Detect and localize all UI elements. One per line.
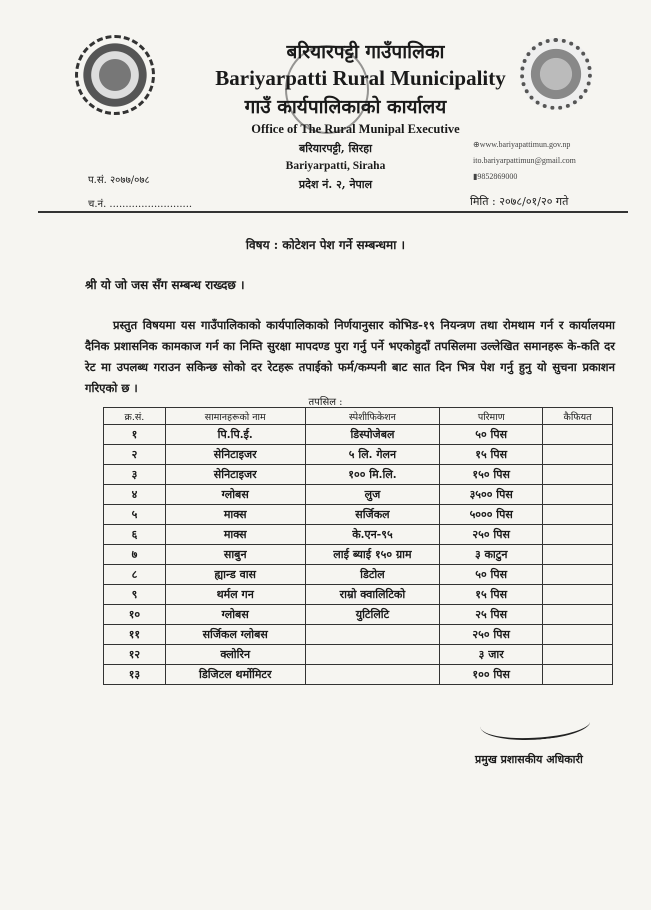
email: ito.bariyarpattimun@gmail.com <box>473 156 576 165</box>
table-row <box>104 605 613 625</box>
header-address-en: Bariyarpatti, Siraha <box>285 160 386 172</box>
table-row <box>104 665 613 685</box>
table-cell: के.एन-९५ <box>305 525 440 545</box>
handwritten-signature <box>479 702 592 745</box>
table-cell: १५ पिस <box>440 585 543 605</box>
table-cell: लुज <box>305 485 440 505</box>
table-cell: ३ काटुन <box>440 545 543 565</box>
table-cell: १५० पिस <box>440 465 543 485</box>
table-row <box>104 485 613 505</box>
table-cell: पि.पि.ई. <box>165 425 305 445</box>
header-address-np: बरियारपट्टी, सिरहा <box>299 142 372 155</box>
header-title-np: बरियारपट्टी गाउँपालिका <box>286 41 445 63</box>
table-cell: ४ <box>104 485 166 505</box>
table-row <box>104 525 613 545</box>
items-table <box>103 407 613 685</box>
column-header: क्र.सं. <box>104 408 166 425</box>
table-row <box>104 645 613 665</box>
table-cell: ५ लि. गेलन <box>305 445 440 465</box>
table-cell: ९ <box>104 585 166 605</box>
table-row <box>104 565 613 585</box>
letter-body: प्रस्तुत विषयमा यस गाउँपालिकाको कार्यपालिकाको निर्णयानुसार कोभिड-१९ नियन्त्रण तथा रोमथाम गर्न र कार्यालयमा दैनिक प्रशासनिक कामकाज गर्न का निम्ति सुरक्षा मापदण्ड पुरा गर्नु पर्ने भएकोहुदाँ तपसिलमा उल्लेखित समानहरू के-कति दर रेट मा उपलब्ध गराउन सकिन्छ सोको दर रेटहरू तपाईको फर्म/कम्पनी बाट सात दिन भित्र पेश गर्नु हुनु यो सुचना प्रकाशन गरिएको छ । <box>85 318 615 395</box>
table-cell: ५००० पिस <box>440 505 543 525</box>
table-cell: ६ <box>104 525 166 545</box>
dispatch-number: च.नं. .......................... <box>88 199 193 210</box>
table-cell: ३५०० पिस <box>440 485 543 505</box>
phone-icon: ▮ <box>473 172 478 181</box>
table-cell: ५ <box>104 505 166 525</box>
table-cell <box>543 605 613 625</box>
table-cell <box>543 625 613 645</box>
header-office-np: गाउँ कार्यपालिकाको कार्यालय <box>244 96 447 118</box>
table-cell: २५ पिस <box>440 605 543 625</box>
table-cell: डिजिटल थर्मोमिटर <box>165 665 305 685</box>
globe-icon: ⊕ <box>473 140 480 149</box>
table-cell: ग्लोबस <box>165 485 305 505</box>
table-cell: थर्मल गन <box>165 585 305 605</box>
table-cell: सर्जिकल ग्लोबस <box>165 625 305 645</box>
table-cell <box>543 445 613 465</box>
table-cell <box>543 465 613 485</box>
table-cell: ८ <box>104 565 166 585</box>
table-row <box>104 425 613 445</box>
header-divider <box>38 211 628 213</box>
table-cell: १ <box>104 425 166 445</box>
table-cell <box>543 645 613 665</box>
table-cell <box>543 505 613 525</box>
table-cell: राम्रो क्वालिटिको <box>305 585 440 605</box>
table-cell: माक्स <box>165 505 305 525</box>
table-cell: क्लोरिन <box>165 645 305 665</box>
table-cell: ग्लोबस <box>165 605 305 625</box>
table-cell <box>543 545 613 565</box>
table-cell: डिटोल <box>305 565 440 585</box>
table-row <box>104 625 613 645</box>
header-office-en: Office of The Rural Munipal Executive <box>251 122 460 136</box>
table-cell: ५० पिस <box>440 425 543 445</box>
table-row <box>104 505 613 525</box>
table-cell: साबुन <box>165 545 305 565</box>
column-header: सामानहरूको नाम <box>165 408 305 425</box>
table-cell <box>543 525 613 545</box>
table-cell: १०० पिस <box>440 665 543 685</box>
table-cell: १०० मि.लि. <box>305 465 440 485</box>
table-cell: ७ <box>104 545 166 565</box>
table-cell <box>305 645 440 665</box>
table-cell: सेनिटाइजर <box>165 465 305 485</box>
table-cell: ११ <box>104 625 166 645</box>
table-cell <box>543 485 613 505</box>
table-cell <box>543 425 613 445</box>
subject: विषय : कोटेशन पेश गर्ने सम्बन्धमा । <box>245 238 406 252</box>
table-cell: २५० पिस <box>440 625 543 645</box>
table-cell: ह्यान्ड वास <box>165 565 305 585</box>
column-header: स्पेशीफिकेशन <box>305 408 440 425</box>
table-cell: २५० पिस <box>440 525 543 545</box>
table-cell: ३ <box>104 465 166 485</box>
table-cell <box>543 585 613 605</box>
header-province: प्रदेश नं. २, नेपाल <box>298 178 373 191</box>
table-cell <box>543 565 613 585</box>
column-header: परिमाण <box>440 408 543 425</box>
table-row <box>104 545 613 565</box>
table-cell <box>305 625 440 645</box>
table-cell: सर्जिकल <box>305 505 440 525</box>
table-header-row <box>104 408 613 425</box>
date: मिति : २०७८/०१/२० गते <box>470 195 569 208</box>
website: ⊕www.bariyapattimun.gov.np <box>473 140 571 149</box>
table-row <box>104 585 613 605</box>
column-header: कैफियत <box>543 408 613 425</box>
table-cell: २ <box>104 445 166 465</box>
table-cell: डिस्पोजेबल <box>305 425 440 445</box>
table-cell: १५ पिस <box>440 445 543 465</box>
signatory-title: प्रमुख प्रशासकीय अधिकारी <box>475 753 583 766</box>
table-cell: सेनिटाइजर <box>165 445 305 465</box>
table-cell: माक्स <box>165 525 305 545</box>
table-cell: ३ जार <box>440 645 543 665</box>
reference-number: प.सं. २०७७/०७८ <box>88 175 150 186</box>
table-cell: ५० पिस <box>440 565 543 585</box>
table-row <box>104 465 613 485</box>
tapsil-label: तपसिल : <box>308 397 343 408</box>
table-cell <box>543 665 613 685</box>
table-cell: युटिलिटि <box>305 605 440 625</box>
table-cell <box>305 665 440 685</box>
header-title-en: Bariyarpatti Rural Municipality <box>215 66 506 90</box>
table-cell: लाई ब्याई १५० ग्राम <box>305 545 440 565</box>
table-cell: १० <box>104 605 166 625</box>
table-cell: १२ <box>104 645 166 665</box>
table-row <box>104 445 613 465</box>
addressee: श्री यो जो जस सँग सम्बन्ध राख्दछ । <box>85 278 245 292</box>
phone: ▮9852869000 <box>473 172 518 181</box>
table-cell: १३ <box>104 665 166 685</box>
